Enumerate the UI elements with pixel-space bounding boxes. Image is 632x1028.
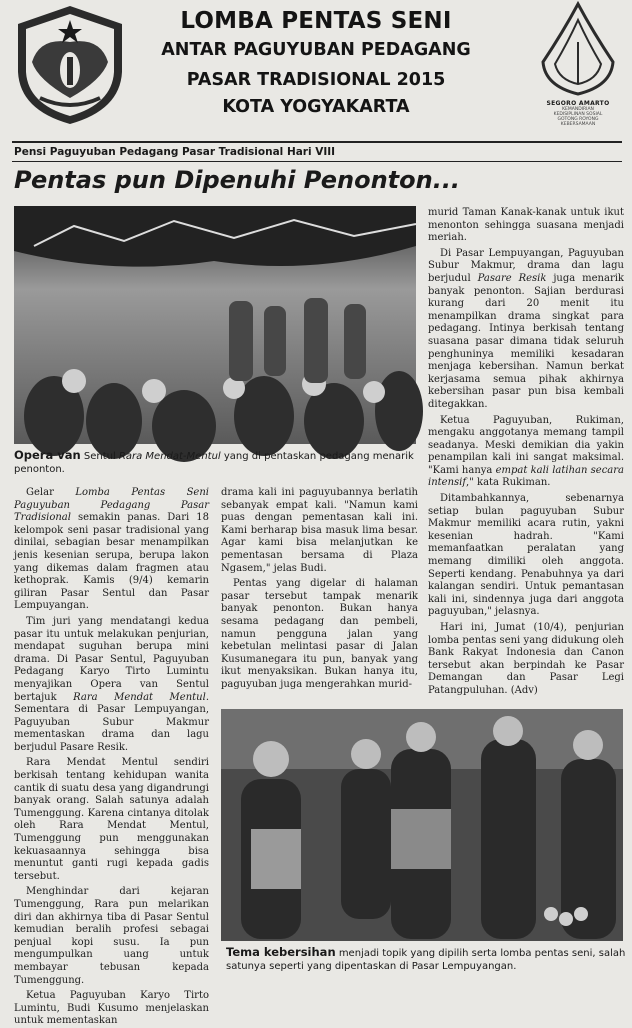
paragraph: Pentas yang digelar di halaman pasar tersebut tampak menarik banyak penonton. Bukan hanya sesama pedagang dan pembeli, namun pengguna jalan yang kebetulan melintasi pasar di Jalan Kusumanegara itu pun, banyak yang ikut menyaksikan. Bukan hanya itu, paguyuban juga mengerahkan murid- [221,578,418,690]
headline: Pentas pun Dipenuhi Penonton... [14,166,461,194]
segoro-amarto-logo [533,2,623,132]
logo-name: SEGORO AMARTO [546,100,610,107]
paragraph: Tim juri yang mendatangi kedua pasar itu untuk melakukan penjurian, mendapat suguhan berupa mini drama. Di Pasar Sentul, Paguyuban Pedagang Karyo Tirto Lumintu menyajikan Opera van Sentul bertajuk Rara Mendat Mentul. Sementara di Pasar Lempuyangan, Paguyuban Subur Makmur mementaskan drama dan lagu berjudul Pasare Resik. [14,615,209,753]
banner-subtitle-3: KOTA YOGYAKARTA [222,97,410,117]
banner-subtitle-2: PASAR TRADISIONAL 2015 [186,70,446,90]
banner-title: LOMBA PENTAS SENI [180,8,452,34]
paragraph: Hari ini, Jumat (10/4), penjurian lomba pentas seni yang didukung oleh Bank Rakyat Indonesia dan Canon tersebut akan berpindah ke Pasar Demangan dan Pasar Legi Patangpuluhan. (Adv) [428,622,624,696]
article-column-2 [221,487,418,697]
paragraph: Di Pasar Lempuyangan, Paguyuban Subur Makmur, drama dan lagu berjudul Pasare Resik juga menarik banyak penonton. Sajian berdurasi kurang dari 20 menit itu menampilkan drama singkat para pedagang. Intinya berkisah tentang suasana pasar dimana tidak seluruh penghuninya memiliki kesadaran menjaga kebersihan. Namun berkat kerjasama semua pihak akhirnya kebersihan pasar pun bisa kembali ditegakkan. [428,247,624,410]
divider [12,141,622,143]
caption-lead: Tema kebersihan [226,945,336,959]
photo-tema-kebersihan [221,709,623,941]
paragraph: Ketua Paguyuban Karyo Tirto Lumintu, Budi Kusumo menjelaskan untuk mementaskan [14,990,209,1027]
article-column-3 [428,207,624,697]
logo-motto-1: KEMANDIRIAN [562,107,594,112]
logo-motto-4: KEBERSAMAAN [560,122,596,127]
banner-subtitle-1: ANTAR PAGUYUBAN PEDAGANG [161,40,471,60]
paragraph: Rara Mendat Mentul sendiri berkisah tentang kehidupan wanita cantik di suatu desa yang digandrungi banyak orang. Salah satunya adalah Tumenggung. Karena cintanya ditolak oleh Rara Mendat Mentul, Tumenggung pun menggunakan kekuasaannya sehingga bisa menuntut ganti rugi kepada gadis tersebut. [14,757,209,882]
header-banner [0,0,632,140]
gunungan-icon [533,2,623,98]
logo-motto-3: GOTONG ROYONG [557,117,599,122]
paragraph: Ketua Paguyuban, Rukiman, mengaku anggotanya memang tampil seadanya. Meski demikian dia yakin penampilan kali ini sangat maksimal. "Kami hanya empat kali latihan secara intensif," kata Rukiman. [428,414,624,489]
photo-opera-van-sentul [14,206,416,444]
paragraph: Ditambahkannya, sebenarnya setiap bulan paguyuban Subur Makmur memiliki acara rutin, yakni kesenian hadrah. "Kami memanfaatkan peralatan yang memang dimiliki oleh anggota. Seperti kendang. Penabuhnya ya dari kalangan sendiri. Untuk pemantasan kali ini, sindennya juga dari anggota paguyuban," jelasnya. [428,493,624,618]
article-column-1 [14,487,209,1027]
paragraph: drama kali ini paguyubannya berlatih sebanyak empat kali. "Namun kami puas dengan pementasan kali ini. Kami berharap bisa masuk lima besar. Agar kami bisa melanjutkan ke pementasan bersama di Plaza Ngasem," jelas Budi. [221,487,418,574]
paragraph: Gelar Lomba Pentas Seni Paguyuban Pedagang Pasar Tradisional semakin panas. Dari 18 kelompok seni pasar tradisional yang dinilai, sebagian besar menampilkan jenis kesenian serupa, berupa lakon yang dikemas dalam fragmen atau kethoprak. Kamis (9/4) kemarin giliran Pasar Sentul dan Pasar Lempuyangan. [14,487,209,612]
caption-lead: Opera van [14,448,81,462]
kicker: Pensi Paguyuban Pedagang Pasar Tradisional Hari VIII [14,146,336,158]
logo-motto-2: KEDISIPLINAN SOSIAL [553,112,603,117]
paragraph: murid Taman Kanak-kanak untuk ikut menonton sehingga suasana menjadi meriah. [428,207,624,244]
photo2-caption: Tema kebersihan menjadi topik yang dipilih serta lomba pentas seni, salah satunya seperti yang dipentaskan di Pasar Lempuyangan. [226,945,626,972]
photo1-caption: Opera van Sentul Rara Mendat-Mentul yang di pentaskan pedagang menarik penonton. [14,448,414,475]
paragraph: Menghindar dari kejaran Tumenggung, Rara pun melarikan diri dan akhirnya tiba di Pasar Sentul kemudian beralih profesi sebagai penjual kopi susu. Ia pun mengumpulkan uang untuk membayar tebusan kepada Tumenggung. [14,886,209,986]
divider [12,161,622,162]
